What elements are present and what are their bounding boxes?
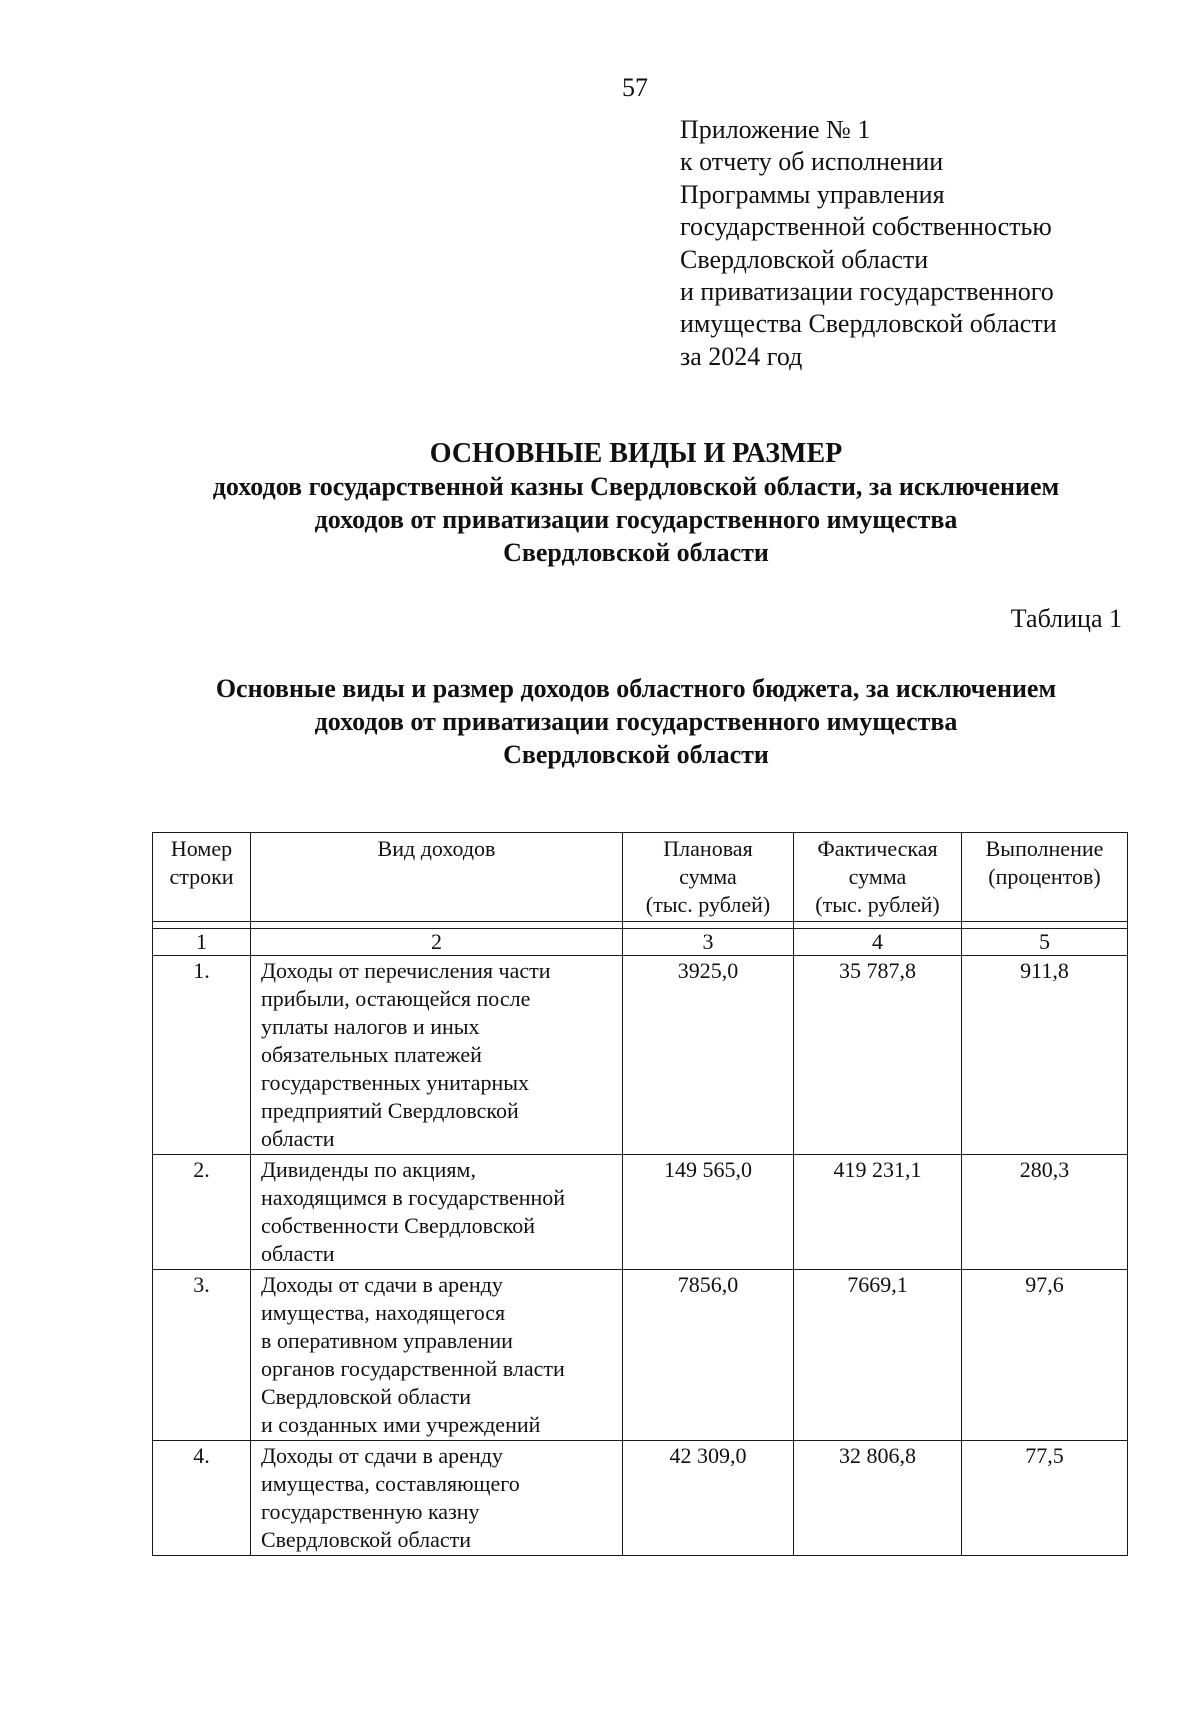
header-line: Номер [170,836,233,861]
planned-amount: 149 565,0 [623,1155,794,1270]
main-title-line: доходов государственной казны Свердловской области, за исключением [212,472,1060,501]
header-completion-percent [962,833,1128,922]
income-type [251,956,623,1155]
row-number: 4. [153,1441,251,1556]
main-title-line: ОСНОВНЫЕ ВИДЫ И РАЗМЕР [429,438,843,469]
planned-amount: 3925,0 [623,956,794,1155]
row-number: 1. [153,956,251,1155]
column-number: 4 [794,929,962,956]
completion-percent: 77,5 [962,1441,1128,1556]
income-type-line: Доходы от перечисления части [261,958,551,983]
table-title-line: Основные виды и размер доходов областного бюджета, за исключением [215,674,1057,703]
table-row [153,1155,1128,1270]
completion-percent: 280,3 [962,1155,1128,1270]
income-type-line: Доходы от сдачи в аренду [261,1443,503,1468]
planned-amount: 42 309,0 [623,1441,794,1556]
appendix-line: к отчету об исполнении [680,147,944,177]
page-number: 57 [622,73,648,102]
appendix-line: государственной собственностью [680,212,1052,242]
appendix-line: и приватизации государственного [680,277,1054,307]
header-line: (процентов) [988,864,1101,889]
table-title [0,672,1200,771]
table-row [153,1270,1128,1441]
main-title-line: Свердловской области [503,538,769,567]
completion-percent: 97,6 [962,1270,1128,1441]
actual-amount: 7669,1 [794,1270,962,1441]
column-number: 3 [623,929,794,956]
table-row [153,1441,1128,1556]
appendix-line: Свердловской области [680,244,929,274]
header-line: Выполнение [985,836,1104,861]
table-header-row [153,833,1128,922]
income-type-line: собственности Свердловской [261,1213,536,1238]
header-line: Плановая [663,836,753,861]
income-type-line: области [261,1241,335,1266]
main-title-line: доходов от приватизации государственного имущества [314,505,958,534]
planned-amount: 7856,0 [623,1270,794,1441]
header-income-type [251,833,623,922]
income-type-line: обязательных платежей [261,1042,482,1067]
income-type-line: органов государственной власти [261,1356,565,1381]
actual-amount: 35 787,8 [794,956,962,1155]
table-spacer [153,922,1128,929]
income-type-line: Дивиденды по акциям, [261,1157,476,1182]
header-line: сумма [848,864,907,889]
row-number: 3. [153,1270,251,1441]
header-line: (тыс. рублей) [645,892,771,917]
income-type-line: предприятий Свердловской [261,1098,519,1123]
income-type [251,1441,623,1556]
income-type-line: прибыли, остающейся после [261,986,531,1011]
header-actual-amount [794,833,962,922]
income-table [152,832,1128,1556]
table-row [153,956,1128,1155]
income-type [251,1155,623,1270]
column-number: 2 [251,929,623,956]
header-line: (тыс. рублей) [815,892,940,917]
appendix-line: за 2024 год [680,341,803,371]
income-type [251,1270,623,1441]
column-number: 1 [153,929,251,956]
income-type-line: Свердловской области [261,1527,471,1552]
income-type-line: и созданных ими учреждений [261,1412,541,1437]
income-type-line: уплаты налогов и иных [261,1014,480,1039]
header-row-number [153,833,251,922]
actual-amount: 419 231,1 [794,1155,962,1270]
appendix-line: имущества Свердловской области [680,309,1057,339]
income-type-line: государственных унитарных [261,1070,530,1095]
actual-amount: 32 806,8 [794,1441,962,1556]
row-number: 2. [153,1155,251,1270]
completion-percent: 911,8 [962,956,1128,1155]
main-title [0,437,1200,569]
header-line: строки [169,864,234,889]
header-line: Фактическая [817,836,938,861]
header-planned-amount [623,833,794,922]
income-type-line: Доходы от сдачи в аренду [261,1272,503,1297]
income-type-line: в оперативном управлении [261,1328,513,1353]
table-label: Таблица 1 [1010,604,1122,633]
column-number-row [153,929,1128,956]
income-type-line: имущества, составляющего [261,1471,520,1496]
column-number: 5 [962,929,1128,956]
appendix-line: Программы управления [680,179,945,209]
table-title-line: доходов от приватизации государственного имущества [314,707,958,736]
appendix-block [680,114,1180,373]
appendix-line: Приложение № 1 [680,115,871,144]
income-type-line: области [261,1126,335,1151]
income-type-line: Свердловской области [261,1384,471,1409]
header-line: сумма [679,864,737,889]
income-type-line: государственную казну [261,1499,480,1524]
table-title-line: Свердловской области [503,740,769,769]
income-type-line: имущества, находящегося [261,1300,506,1325]
header-line: Вид доходов [377,836,496,861]
income-type-line: находящимся в государственной [261,1185,566,1210]
